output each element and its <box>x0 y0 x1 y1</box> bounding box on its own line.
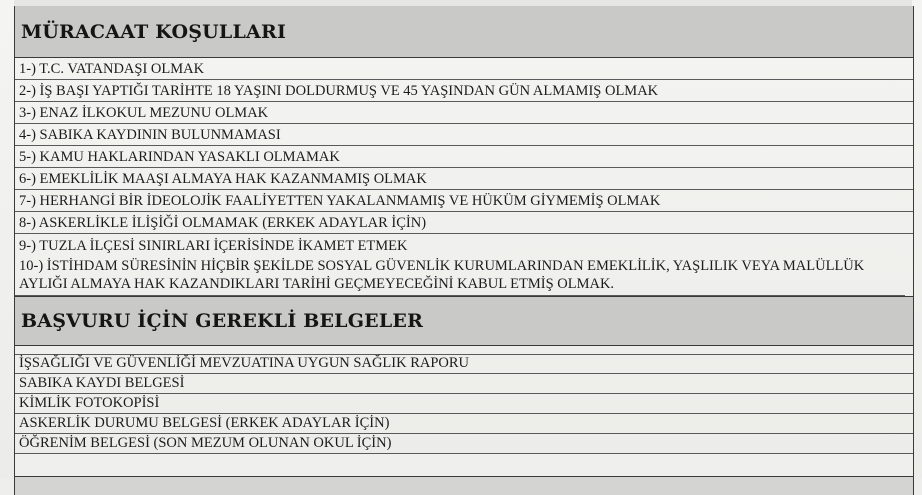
document-row: ÖĞRENİM BELGESİ (SON MEZUM OLUNAN OKUL İÇİN) <box>15 434 913 454</box>
section-title: MÜRACAAT KOŞULLARI <box>21 20 287 43</box>
empty-row <box>15 454 913 477</box>
document-row: İŞSAĞLIĞI VE GÜVENLİĞİ MEVZUATINA UYGUN SAĞLIK RAPORU <box>15 354 913 374</box>
document-row: SABIKA KAYDI BELGESİ <box>15 374 913 394</box>
condition-row: 10-) İSTİHDAM SÜRESİNİN HİÇBİR ŞEKİLDE SOSYAL GÜVENLİK KURUMLARINDAN EMEKLİLİK, YAŞLILIK VEYA MALÜLLÜK AYLIĞI ALMAYA HAK KAZANDIKLARI TARİHİ GEÇMEYECEĞİNİ KABUL ETMİŞ OLMAK. <box>15 256 905 296</box>
condition-row: 1-) T.C. VATANDAŞI OLMAK <box>15 58 913 80</box>
requirements-table <box>14 6 914 495</box>
condition-row: 8-) ASKERLİKLE İLİŞİĞİ OLMAMAK (ERKEK ADAYLAR İÇİN) <box>15 212 913 234</box>
condition-row: 7-) HERHANGİ BİR İDEOLOJİK FAALİYETTEN YAKALANMAMIŞ VE HÜKÜM GİYMEMİŞ OLMAK <box>15 190 913 212</box>
section-title: BAŞVURU İÇİN GEREKLİ BELGELER <box>21 310 424 332</box>
condition-row: 3-) ENAZ İLKOKUL MEZUNU OLMAK <box>15 102 913 124</box>
condition-row: 2-) İŞ BAŞI YAPTIĞI TARİHTE 18 YAŞINI DOLDURMUŞ VE 45 YAŞINDAN GÜN ALMAMIŞ OLMAK <box>15 80 913 102</box>
section-header-required-documents <box>15 296 913 346</box>
document-row: KİMLİK FOTOKOPİSİ <box>15 394 913 414</box>
condition-row: 9-) TUZLA İLÇESİ SINIRLARI İÇERİSİNDE İKAMET ETMEK <box>19 238 408 254</box>
next-section-band <box>15 477 913 495</box>
document-row: ASKERLİK DURUMU BELGESİ (ERKEK ADAYLAR İÇİN) <box>15 414 913 434</box>
condition-row: 4-) SABIKA KAYDININ BULUNMAMASI <box>15 124 913 146</box>
section-header-application-conditions <box>15 6 913 58</box>
condition-row: 5-) KAMU HAKLARINDAN YASAKLI OLMAMAK <box>15 146 913 168</box>
condition-row: 6-) EMEKLİLİK MAAŞI ALMAYA HAK KAZANMAMIŞ OLMAK <box>15 168 913 190</box>
